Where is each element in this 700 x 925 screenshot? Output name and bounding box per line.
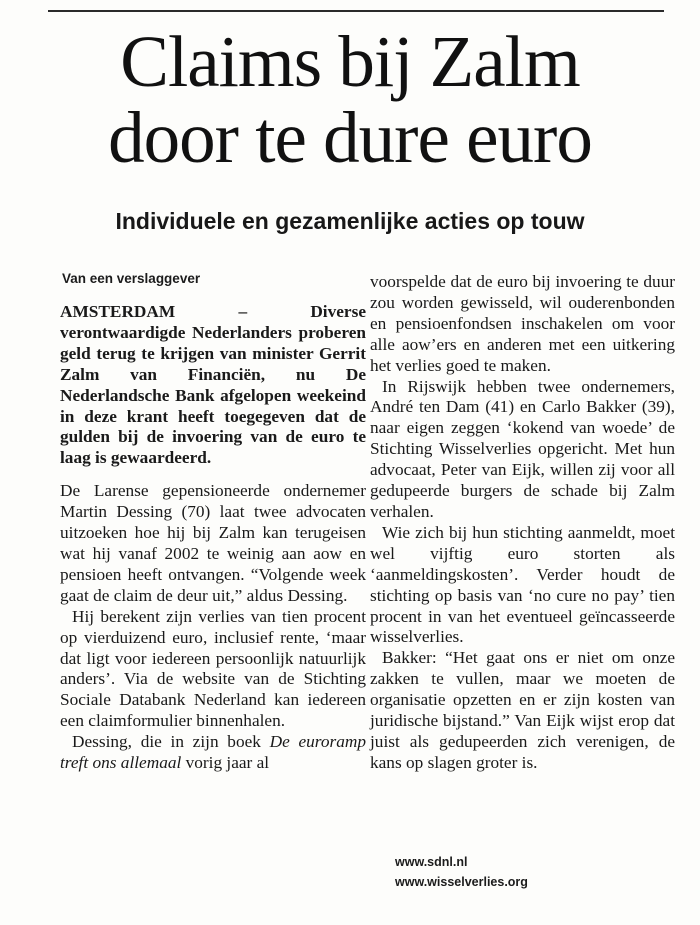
body-paragraph-dessing-book [60,732,366,774]
url-wisselverlies[interactable]: www.wisselverlies.org [395,875,528,889]
headline-line-1: Claims bij Zalm [120,21,580,102]
dateline: AMSTERDAM [60,302,176,321]
lead-paragraph [60,302,366,469]
body-paragraph-aanmelding: Wie zich bij hun stichting aanmeldt, moet wel vijftig euro storten als ‘aanmeldingskosten’. Verder houdt de stichting op basis van ‘no cure no pay’ tien procent in van het eventueel geïncasseerde wisselverlies. [370,522,675,647]
body-paragraph-dessing-intro: De Larense gepensioneerde ondernemer Martin Dessing (70) laat twee advocaten uitzoeken hoe hij bij Zalm kan terugeisen wat hij vanaf 2002 te weinig aan aow en pensioen heeft ontvangen. “Volgende week gaat de claim de deur uit,” aldus Dessing. [60,481,366,605]
url-list [395,852,528,892]
body-paragraph-rijswijk: In Rijswijk hebben twee ondernemers, André ten Dam (41) en Carlo Bakker (39), naar eigen zeggen ‘kokend van woede’ de Stichting Wisselverlies opgericht. Met hun advocaat, Peter van Eijk, willen zij voor all gedupeerde burgers de schade bij Zalm verhalen. [370,376,675,521]
body-paragraph-continuation: voorspelde dat de euro bij invoering te duur zou worden gewisseld, wil ouderenbonden en pensioenfondsen inschakelen om voor alle aow’ers en anderen met een uitkering het verlies goed te maken. [370,272,675,375]
book-title: De euroramp treft ons allemaal [60,732,366,773]
byline: Van een verslaggever [62,271,201,286]
column-left [60,270,366,774]
dessing-text-after: vorig jaar al [181,753,270,773]
column-right [370,272,675,774]
top-rule [48,10,664,12]
subheadline: Individuele en gezamenlijke acties op touw [115,208,585,234]
body-paragraph-verlies: Hij berekent zijn verlies van tien procent op vierduizend euro, inclusief rente, ‘maar dat ligt voor iedereen persoonlijk natuurlijk anders’. Via de website van de Stichting Sociale Databank Nederland kan iedereen een claimformulier binnenhalen. [60,606,366,731]
body-paragraph-bakker-quote: Bakker: “Het gaat ons er niet om onze zakken te vullen, maar we moeten de organisatie opzetten en er zijn kosten van juridische bijstand.” Van Eijk wijst erop dat juist als gedupeerden zich verenigen, de kans op slagen groter is. [370,648,675,772]
dessing-text-before: Dessing, die in zijn boek [72,732,270,752]
url-sdnl[interactable]: www.sdnl.nl [395,855,468,869]
headline-line-2: door te dure euro [108,97,592,178]
headline [20,21,680,178]
lead-text: – Diverse verontwaardigde Nederlanders proberen geld terug te krijgen van minister Gerrit Zalm van Financiën, nu De Nederlandsche Bank afgelopen weekeind in deze krant heeft toegegeven dat de gulden bij de invoering van de euro te laag is gewaardeerd. [60,302,366,468]
